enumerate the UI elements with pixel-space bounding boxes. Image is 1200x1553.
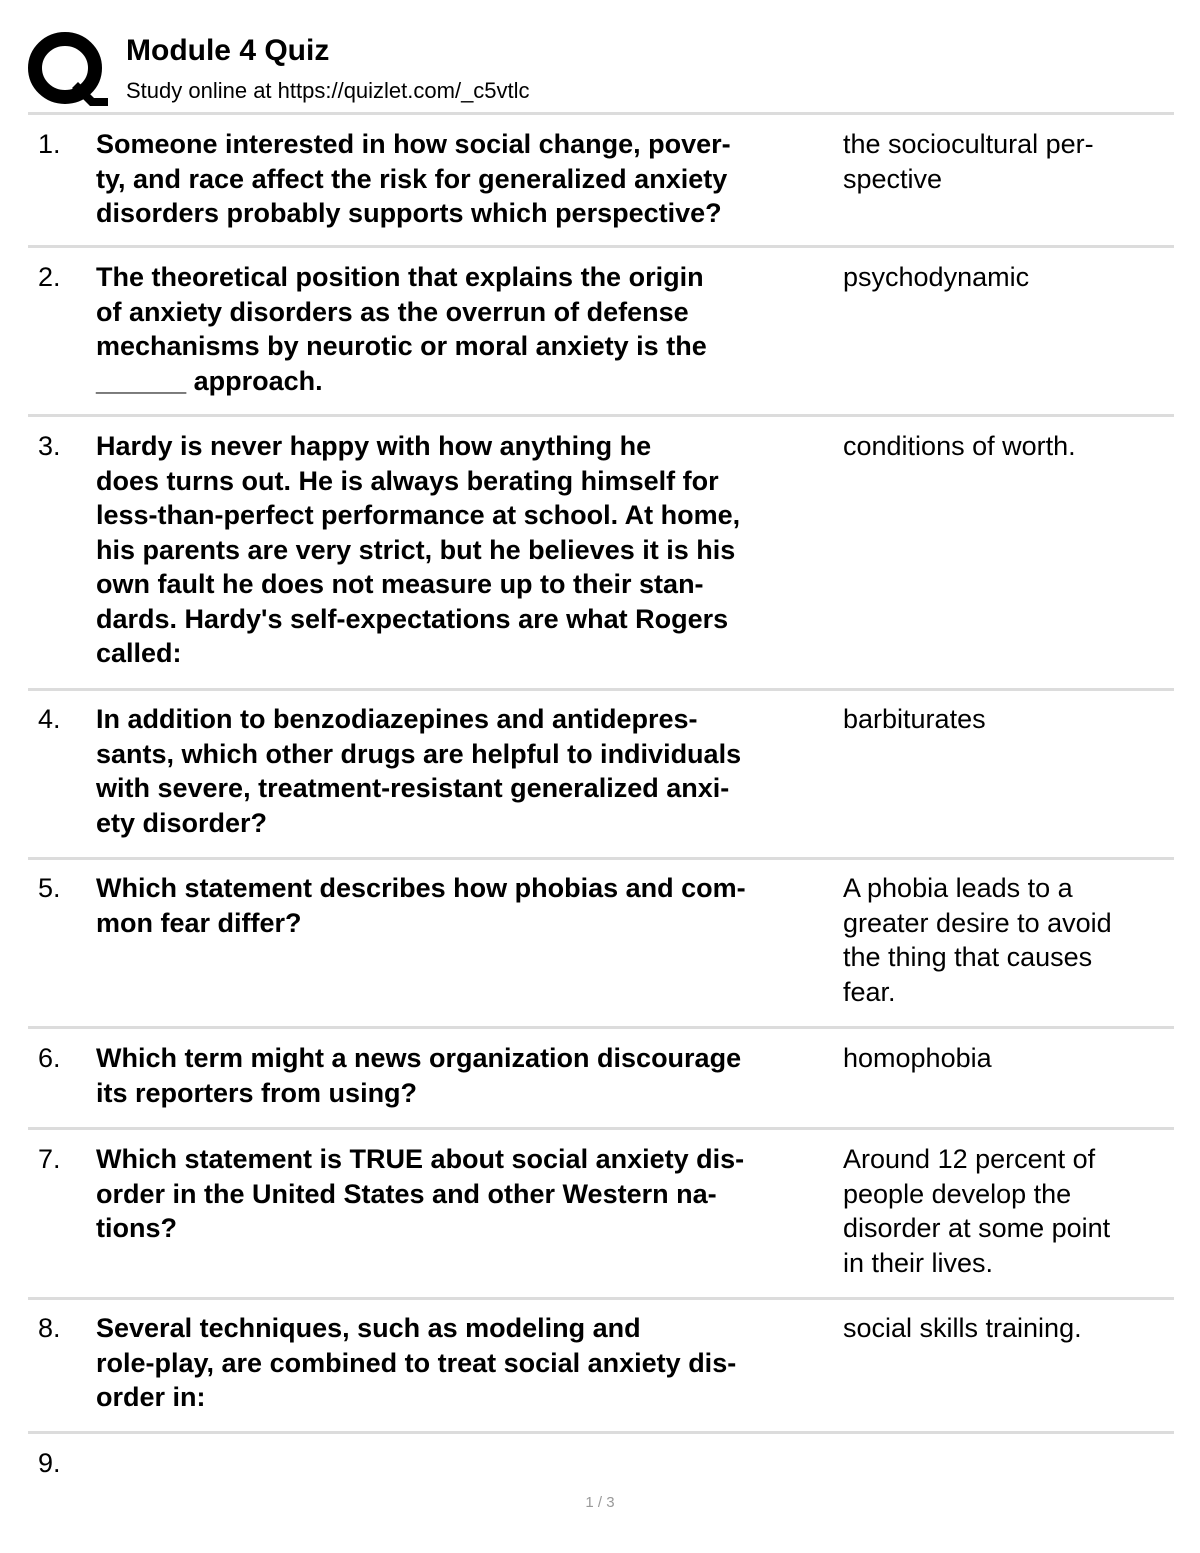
card-number: 2. xyxy=(38,262,61,292)
card-number: 8. xyxy=(38,1313,61,1343)
card-question: In addition to benzodiazepines and antidepres- sants, which other drugs are helpful to individuals with severe, treatment-resistant generalized anxi- ety disorder? xyxy=(96,704,742,838)
card-answer: conditions of worth. xyxy=(843,431,1076,461)
card-number: 7. xyxy=(38,1144,61,1174)
quiz-header xyxy=(28,30,1174,110)
divider xyxy=(28,112,1174,115)
divider xyxy=(28,1431,1174,1434)
card-number: 4. xyxy=(38,704,61,734)
divider xyxy=(28,857,1174,860)
quizlet-logo-icon xyxy=(28,30,108,110)
card-answer: social skills training. xyxy=(843,1313,1082,1343)
page-number: 1 / 3 xyxy=(585,1494,615,1511)
card-question: Which term might a news organization discourage its reporters from using? xyxy=(96,1043,742,1108)
card-number: 6. xyxy=(38,1043,61,1073)
divider xyxy=(28,1127,1174,1130)
divider xyxy=(28,1026,1174,1029)
divider xyxy=(28,245,1174,248)
divider xyxy=(28,688,1174,691)
quiz-title: Module 4 Quiz xyxy=(126,34,330,67)
card-answer: Around 12 percent of people develop the disorder at some point in their lives. xyxy=(843,1144,1111,1278)
card-number: 1. xyxy=(38,129,61,159)
card-answer: homophobia xyxy=(843,1043,992,1073)
card-answer: psychodynamic xyxy=(843,262,1030,292)
card-answer: the sociocultural per- spective xyxy=(843,129,1094,194)
card-answer: barbiturates xyxy=(843,704,986,734)
card-answer: A phobia leads to a greater desire to avoid the thing that causes fear. xyxy=(843,873,1112,1007)
card-number: 9. xyxy=(38,1448,61,1478)
card-question: Several techniques, such as modeling and role-play, are combined to treat social anxiety dis- order in: xyxy=(96,1313,737,1412)
card-number: 5. xyxy=(38,873,61,903)
card-number: 3. xyxy=(38,431,61,461)
card-question: Hardy is never happy with how anything he does turns out. He is always berating himself for less-than-perfect performance at school. At home, his parents are very strict, but he believes it is his own fault he does not measure up to their stan- dards. Hardy's self-expectations are what Rogers called: xyxy=(96,431,741,668)
card-question: Someone interested in how social change, pover- ty, and race affect the risk for generalized anxiety disorders probably supports which perspective? xyxy=(96,129,731,228)
card-question: The theoretical position that explains the origin of anxiety disorders as the overrun of defense mechanisms by neurotic or moral anxiety is the ______ approach. xyxy=(96,262,707,396)
study-online-link[interactable]: Study online at https://quizlet.com/_c5vtlc xyxy=(126,78,530,103)
card-question: Which statement is TRUE about social anxiety dis- order in the United States and other Western na- tions? xyxy=(96,1144,745,1243)
card-question: Which statement describes how phobias and com- mon fear differ? xyxy=(96,873,746,938)
divider xyxy=(28,1297,1174,1300)
divider xyxy=(28,414,1174,417)
